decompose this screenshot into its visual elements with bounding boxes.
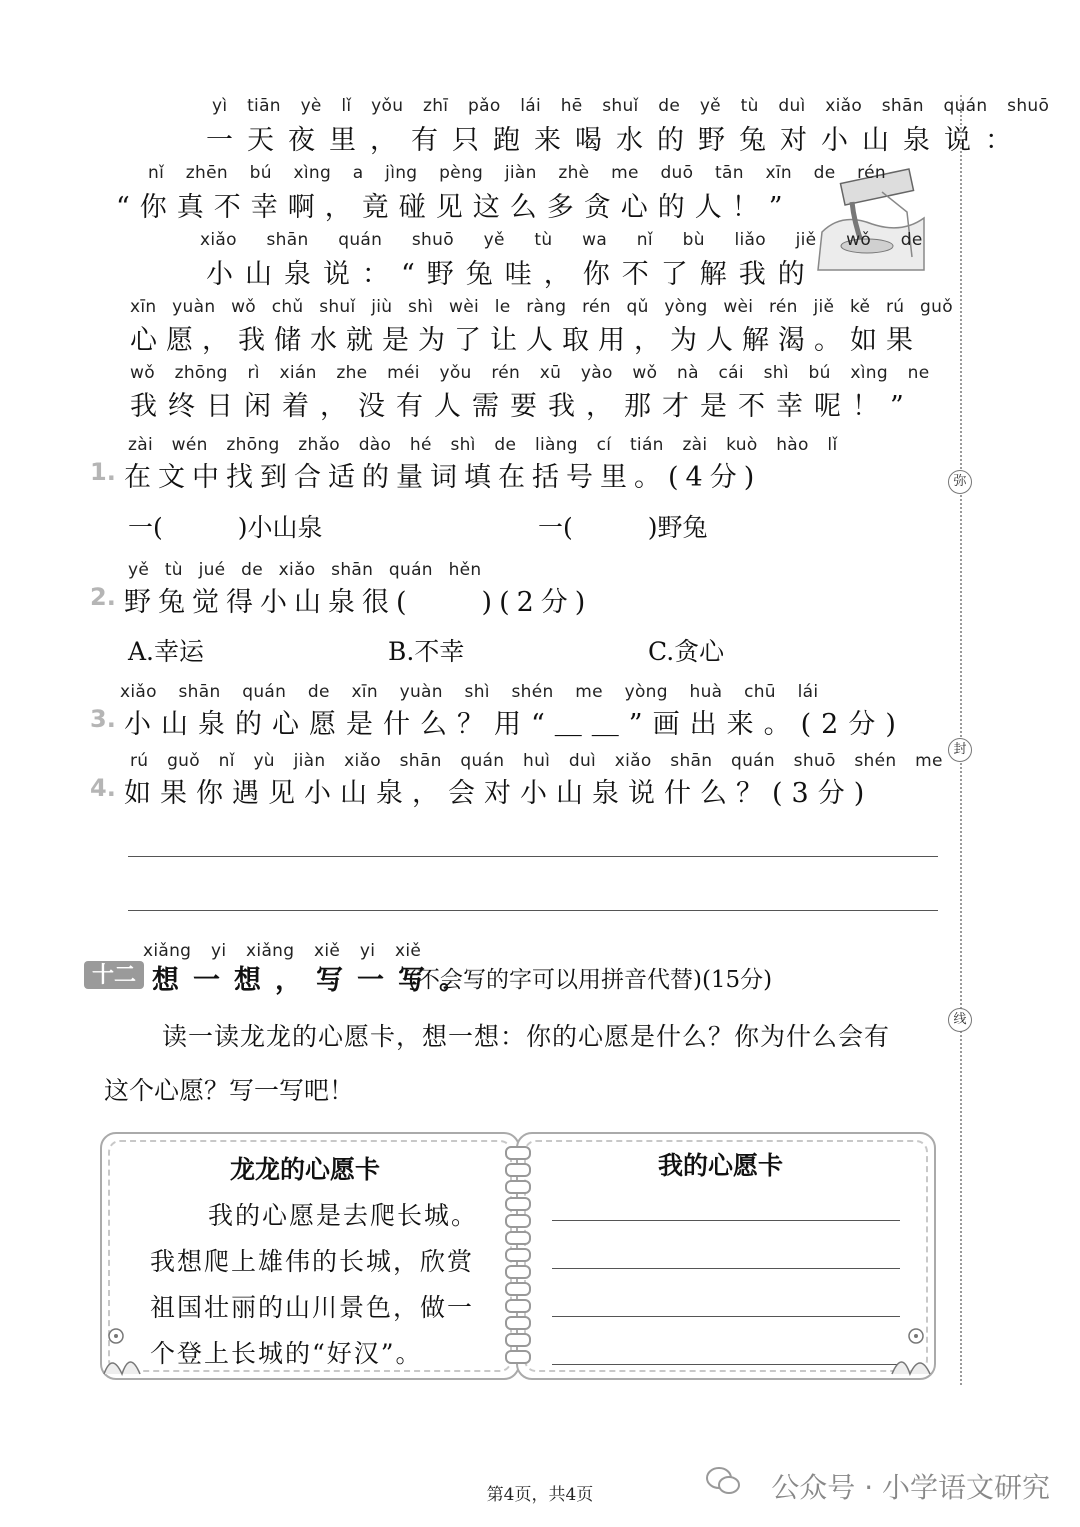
passage-pinyin-1: yì tiān yè lǐ yǒu zhī pǎo lái hē shuǐ de yě tù duì xiǎo shān quán shuō	[212, 96, 1050, 116]
spiral-ring	[505, 1197, 531, 1211]
flower-decoration-left	[100, 1322, 150, 1376]
q2-option-b[interactable]: B.不幸	[388, 637, 465, 666]
margin-mark-feng: 封	[948, 738, 972, 762]
margin-mark-xian: 线	[948, 1008, 972, 1032]
spiral-ring	[505, 1316, 531, 1330]
q2-text: 野兔觉得小山泉很( )(2分)	[124, 587, 593, 618]
spiral-ring	[505, 1163, 531, 1177]
spiral-ring	[505, 1214, 531, 1228]
card-left-line-1: 我的心愿是去爬长城。	[208, 1201, 479, 1230]
q3-pinyin: xiǎo shān quán de xīn yuàn shì shén me yòng huà chū lái	[120, 682, 819, 702]
passage-pinyin-4: xīn yuàn wǒ chǔ shuǐ jiù shì wèi le ràng rén qǔ yòng wèi rén jiě kě rú guǒ	[130, 297, 953, 317]
q3-text: 小山泉的心愿是什么？用“＿＿”画出来。(2分)	[124, 709, 906, 740]
wechat-icon	[706, 1466, 740, 1496]
card-right-line-2[interactable]	[552, 1268, 900, 1269]
passage-line-2: “你真不幸啊，竟碰见这么多贪心的人！”	[116, 192, 793, 223]
passage-line-5: 我终日闲着，没有人需要我，那才是不幸呢！”	[130, 391, 915, 422]
q1-number: 1.	[90, 458, 116, 486]
q1-blank-2[interactable]: 一( )野兔	[538, 513, 708, 542]
card-right-line-1[interactable]	[552, 1220, 900, 1221]
spiral-ring	[505, 1248, 531, 1262]
section12-title: 想一想，写一写。	[152, 965, 480, 996]
section12-pinyin: xiǎng yi xiǎng xiě yi xiě	[143, 941, 422, 961]
passage-line-4: 心愿，我储水就是为了让人取用，为人解渴。如果	[130, 325, 922, 356]
section12-note: (不会写的字可以用拼音代替)(15分)	[408, 967, 773, 993]
card-left-line-2: 我想爬上雄伟的长城，欣赏	[150, 1247, 475, 1276]
q1-pinyin: zài wén zhōng zhǎo dào hé shì de liàng cí tián zài kuò hào lǐ	[128, 435, 838, 455]
q3-number: 3.	[90, 705, 116, 733]
q4-answer-line-1[interactable]	[128, 856, 938, 857]
q2-number: 2.	[90, 583, 116, 611]
card-right-title: 我的心愿卡	[658, 1151, 784, 1180]
spiral-ring	[505, 1333, 531, 1347]
q1-blank-1[interactable]: 一( )小山泉	[128, 513, 323, 542]
spiral-ring	[505, 1350, 531, 1364]
passage-line-3: 小山泉说：“野兔哇，你不了解我的	[206, 259, 817, 290]
card-left-line-4: 个登上长城的“好汉”。	[150, 1339, 423, 1368]
card-left-line-3: 祖国壮丽的山川景色，做一	[150, 1293, 475, 1322]
passage-pinyin-2: nǐ zhēn bú xìng a jìng pèng jiàn zhè me duō tān xīn de rén	[148, 163, 886, 183]
spiral-ring	[505, 1265, 531, 1279]
section12-instruction-1: 读一读龙龙的心愿卡，想一想：你的心愿是什么？你为什么会有	[162, 1022, 891, 1051]
q4-number: 4.	[90, 774, 116, 802]
spiral-ring	[505, 1146, 531, 1160]
spiral-ring	[505, 1180, 531, 1194]
card-right-line-4[interactable]	[552, 1364, 900, 1365]
spiral-ring	[505, 1282, 531, 1296]
q2-option-c[interactable]: C.贪心	[648, 637, 725, 666]
card-right-line-3[interactable]	[552, 1316, 900, 1317]
passage-pinyin-3: xiǎo shān quán shuō yě tù wa nǐ bù liǎo jiě wǒ de	[200, 230, 923, 250]
q1-text: 在文中找到合适的量词填在括号里。(4分)	[124, 462, 762, 493]
card-left-title: 龙龙的心愿卡	[230, 1155, 381, 1184]
flower-decoration-right	[884, 1322, 934, 1376]
q4-answer-line-2[interactable]	[128, 910, 938, 911]
q2-option-a[interactable]: A.幸运	[128, 637, 205, 666]
page-number: 第4页，共4页	[486, 1485, 594, 1505]
passage-line-1: 一天夜里，有只跑来喝水的野兔对小山泉说：	[206, 125, 1026, 156]
spiral-ring	[505, 1299, 531, 1313]
spiral-ring	[505, 1231, 531, 1245]
q4-text: 如果你遇见小山泉，会对小山泉说什么？(3分)	[124, 778, 874, 809]
section12-badge: 十二	[84, 961, 144, 989]
q2-pinyin: yě tù jué de xiǎo shān quán hěn	[128, 560, 482, 580]
watermark: 公众号 · 小学语文研究	[771, 1471, 1050, 1504]
section12-instruction-2: 这个心愿？写一写吧！	[104, 1076, 355, 1105]
passage-pinyin-5: wǒ zhōng rì xián zhe méi yǒu rén xū yào wǒ nà cái shì bú xìng ne	[130, 363, 930, 383]
q4-pinyin: rú guǒ nǐ yù jiàn xiǎo shān quán huì duì xiǎo shān quán shuō shén me	[130, 751, 943, 771]
margin-mark-mi: 弥	[948, 470, 972, 494]
